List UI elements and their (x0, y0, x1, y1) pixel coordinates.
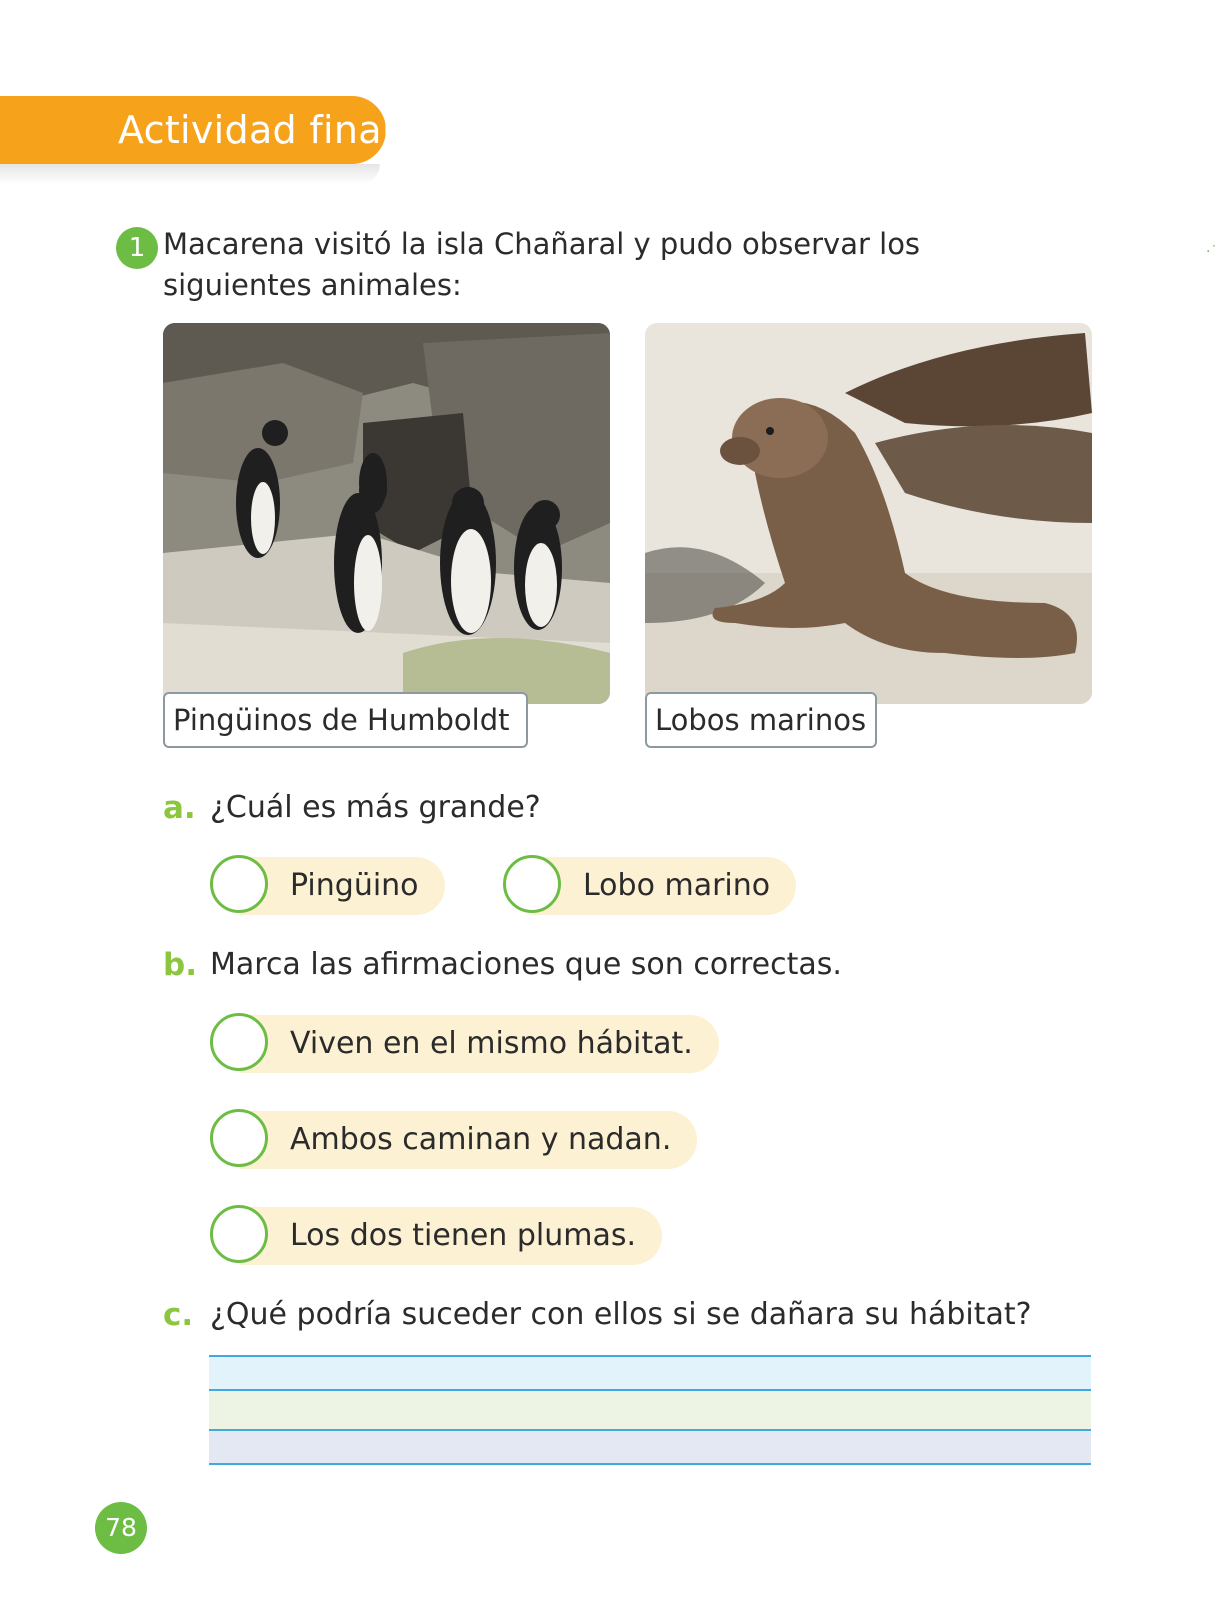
header-shadow (0, 164, 380, 184)
part-c-question: ¿Qué podría suceder con ellos si se dañara su hábitat? (210, 1297, 1032, 1332)
option-circle-checkbox[interactable] (503, 855, 561, 913)
writing-line[interactable] (209, 1429, 1091, 1465)
question-text: Macarena visitó la isla Chañaral y pudo observar los siguientes animales: (163, 227, 921, 302)
writing-line[interactable] (209, 1355, 1091, 1389)
page-title: Actividad final (118, 108, 393, 152)
option-label: Viven en el mismo hábitat. (240, 1015, 719, 1073)
option-circle-checkbox[interactable] (210, 1013, 268, 1071)
question-number-badge: 1 (116, 227, 158, 269)
option-circle-checkbox[interactable] (210, 1109, 268, 1167)
part-c-letter: c. (163, 1297, 194, 1333)
option-label: Ambos caminan y nadan. (240, 1111, 697, 1169)
page-number: 78 (95, 1502, 147, 1554)
caption-penguins: Pingüinos de Humboldt (163, 692, 528, 748)
option-label: Pingüino (240, 857, 445, 915)
part-b-letter: b. (163, 947, 197, 983)
part-b-question: Marca las afirmaciones que son correctas. (210, 947, 842, 982)
option-circle-checkbox[interactable] (210, 1205, 268, 1263)
decorative-dots-icon: ·˙ (1206, 244, 1218, 260)
option-label: Lobo marino (533, 857, 796, 915)
part-a-question: ¿Cuál es más grande? (210, 790, 541, 825)
option-label: Los dos tienen plumas. (240, 1207, 662, 1265)
option-circle-checkbox[interactable] (210, 855, 268, 913)
penguins-photo (163, 323, 610, 704)
writing-line[interactable] (209, 1389, 1091, 1429)
answer-writing-lines[interactable] (209, 1355, 1091, 1465)
sea-lions-photo (645, 323, 1092, 704)
caption-sea-lions: Lobos marinos (645, 692, 877, 748)
part-a-letter: a. (163, 790, 196, 826)
